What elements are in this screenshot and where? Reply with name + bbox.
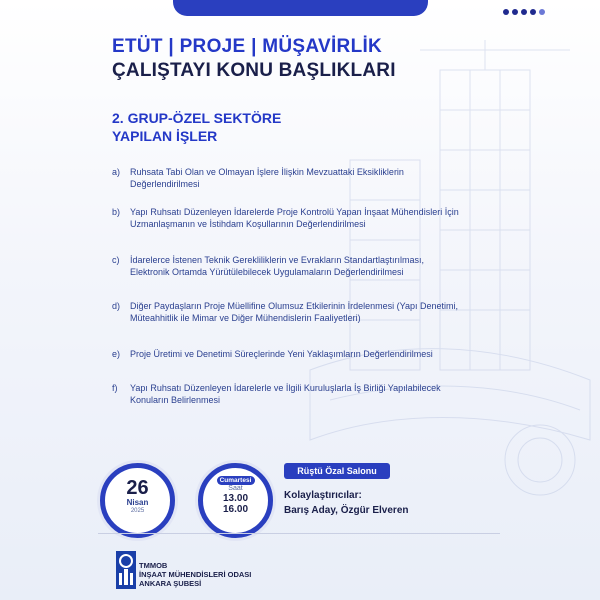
- list-item-text: Diğer Paydaşların Proje Müellifine Olumsuz Etkilerinin İrdelenmesi (Yapı Denetimi, Müteahhitlik ile Mimar ve Diğer Mühendislerin Faaliyetleri): [130, 301, 458, 323]
- org-name-line2: İNŞAAT MÜHENDİSLERİ ODASI: [139, 570, 252, 579]
- org-name-line1: TMMOB: [139, 561, 168, 570]
- time-end: 16.00: [222, 504, 249, 515]
- list-item-letter: a): [112, 167, 121, 177]
- group-heading-line2: YAPILAN İŞLER: [112, 128, 218, 144]
- time-badge: [198, 463, 273, 538]
- list-item-text: Yapı Ruhsatı Düzenleyen İdarelerde Proje Kontrolü Yapan İnşaat Mühendisleri İçin Uzmanlaşmanın ve İstihdam Koşullarının Değerlendirilmesi: [130, 207, 459, 229]
- weekday-pill: Cumartesi: [217, 476, 255, 485]
- list-item-text: İdarelerce İstenen Teknik Gerekliliklerin ve Evrakların Standartlaştırılması, Elektronik Ortamda Yürütülebilecek Uygulamaların Değerlendirilmesi: [130, 255, 424, 277]
- footer-divider: [98, 533, 500, 534]
- list-item-letter: f): [112, 383, 118, 393]
- time-label: Saat: [228, 485, 243, 492]
- org-name-line3: ANKARA ŞUBESİ: [139, 579, 202, 588]
- page-subtitle: ÇALIŞTAYI KONU BAŞLIKLARI: [112, 60, 396, 81]
- list-item: [112, 382, 460, 406]
- list-item-letter: b): [112, 207, 121, 217]
- list-item: [112, 300, 460, 324]
- moderators-label: Kolaylaştırıcılar:: [284, 490, 362, 501]
- page-title: ETÜT | PROJE | MÜŞAVİRLİK: [112, 36, 383, 57]
- list-item: [112, 254, 460, 278]
- list-item-text: Yapı Ruhsatı Düzenleyen İdarelerle ve İlgili Kuruluşlarla İş Birliği Yapılabilecek Konuların Belirlenmesi: [130, 383, 441, 405]
- date-day: 26: [126, 477, 149, 499]
- group-heading-line1: 2. GRUP-ÖZEL SEKTÖRE: [112, 110, 282, 126]
- moderators-names: Barış Aday, Özgür Elveren: [284, 505, 409, 516]
- date-badge: [100, 463, 175, 538]
- list-item-text: Proje Üretimi ve Denetimi Süreçlerinde Yeni Yaklaşımların Değerlendirilmesi: [130, 349, 433, 359]
- dot-icon: [521, 9, 527, 15]
- list-item-letter: d): [112, 301, 121, 311]
- list-item: [112, 206, 460, 230]
- dot-icon: [512, 9, 518, 15]
- list-item-letter: e): [112, 349, 121, 359]
- imo-logo-icon: [116, 551, 136, 589]
- list-item: [112, 166, 460, 190]
- list-item-letter: c): [112, 255, 120, 265]
- building-illustration: [270, 40, 600, 520]
- time-start: 13.00: [222, 493, 249, 504]
- dot-icon: [539, 9, 545, 15]
- dot-icon: [503, 9, 509, 15]
- dot-icon: [530, 9, 536, 15]
- date-month: Nisan: [126, 498, 149, 507]
- list-item: [112, 348, 460, 360]
- date-year: 2025: [130, 508, 145, 514]
- list-item-text: Ruhsata Tabi Olan ve Olmayan İşlere İlişkin Mevzuattaki Eksikliklerin Değerlendirilmesi: [130, 167, 404, 189]
- decorative-dots: [503, 9, 545, 15]
- top-ribbon: [173, 0, 428, 16]
- venue-badge: Rüştü Özal Salonu: [284, 463, 390, 479]
